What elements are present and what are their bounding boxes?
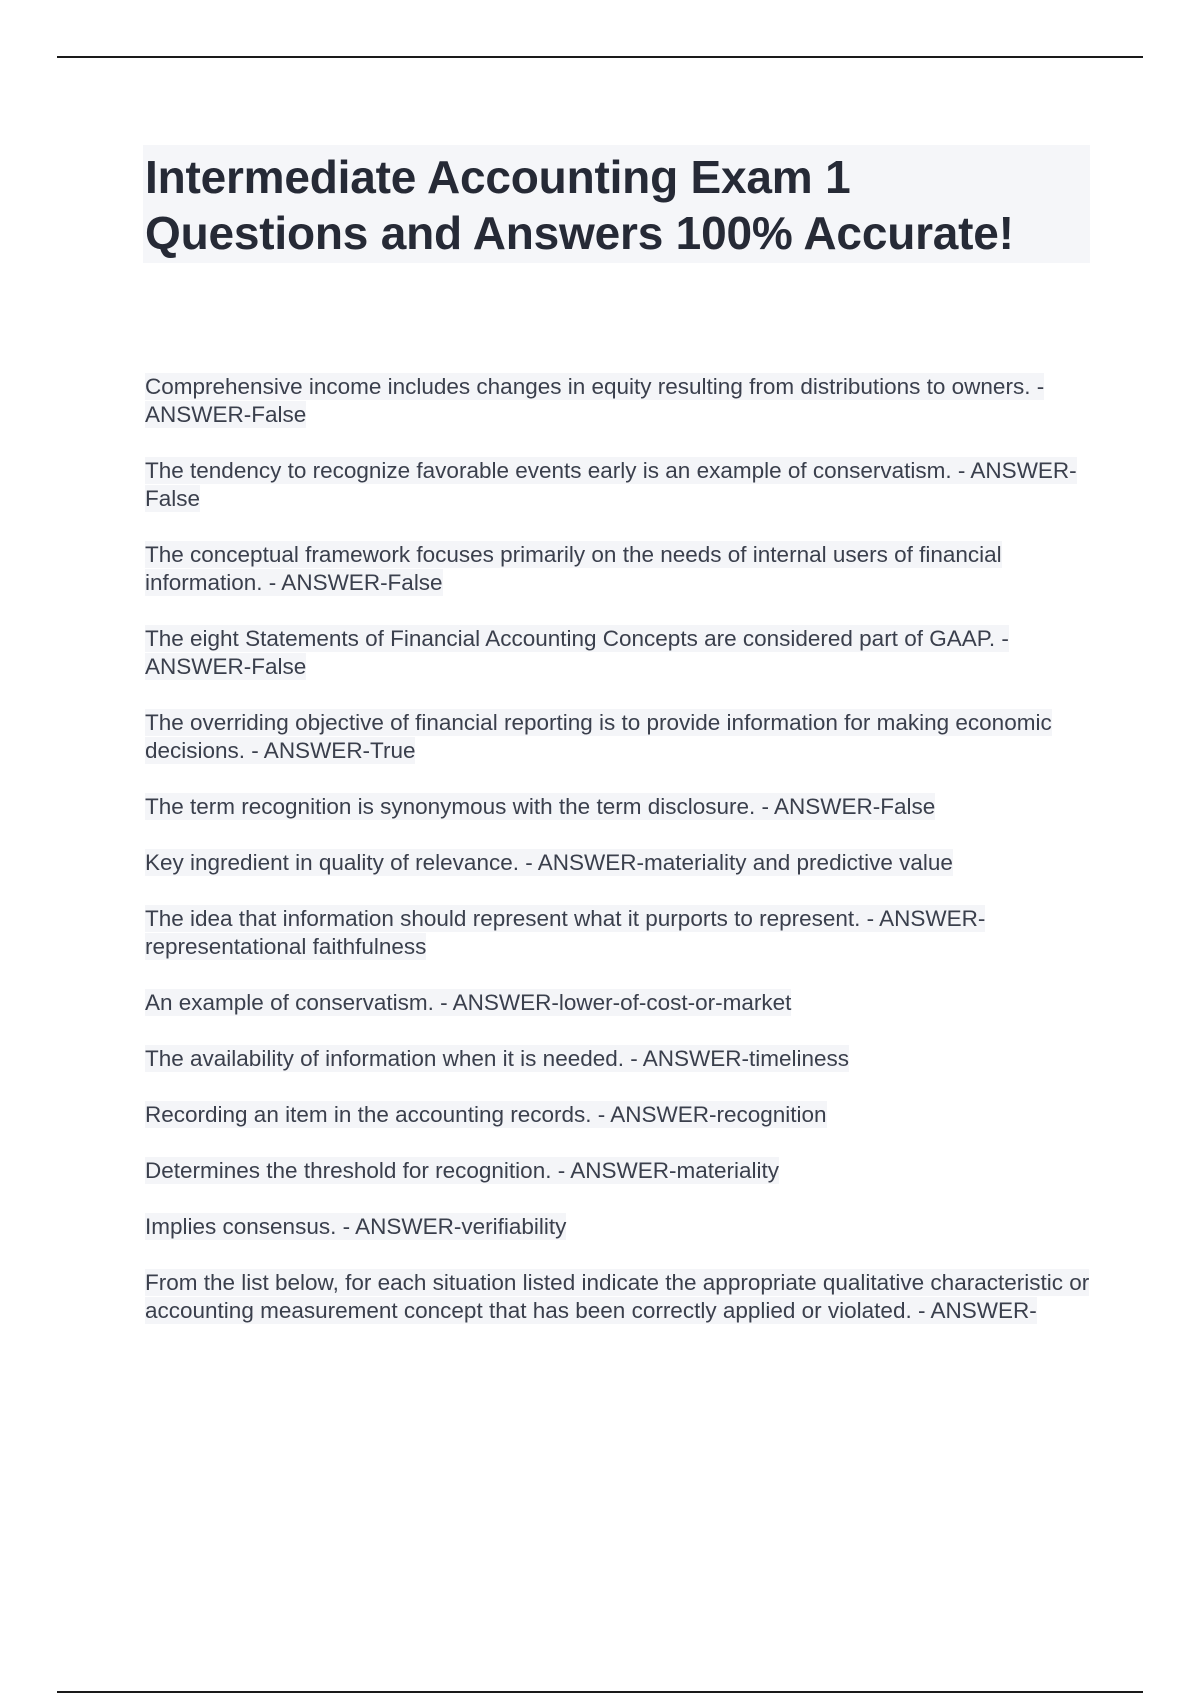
qa-item <box>145 1213 1090 1241</box>
qa-item <box>145 905 1090 961</box>
page-title <box>145 149 1088 261</box>
qa-text: The overriding objective of financial reporting is to provide information for making economic decisions. - ANSWER-True <box>145 710 1052 763</box>
qa-text: The term recognition is synonymous with the term disclosure. - ANSWER-False <box>145 794 936 819</box>
qa-text: The idea that information should represent what it purports to represent. - ANSWER-representational faithfulness <box>145 906 986 959</box>
document-body <box>145 145 1090 1353</box>
qa-list <box>145 373 1090 1325</box>
qa-text: Recording an item in the accounting records. - ANSWER-recognition <box>145 1102 827 1127</box>
bottom-rule <box>57 1691 1143 1693</box>
qa-item <box>145 541 1090 597</box>
qa-item <box>145 457 1090 513</box>
qa-item <box>145 709 1090 765</box>
qa-text: From the list below, for each situation listed indicate the appropriate qualitative characteristic or accounting measurement concept that has been correctly applied or violated. - ANSWER- <box>145 1270 1090 1323</box>
qa-item <box>145 373 1090 429</box>
qa-text: Implies consensus. - ANSWER-verifiability <box>145 1214 567 1239</box>
qa-item <box>145 989 1090 1017</box>
qa-item <box>145 793 1090 821</box>
qa-text: The availability of information when it is needed. - ANSWER-timeliness <box>145 1046 850 1071</box>
qa-item <box>145 1269 1090 1325</box>
qa-text: Determines the threshold for recognition. - ANSWER-materiality <box>145 1158 779 1183</box>
qa-item <box>145 849 1090 877</box>
qa-item <box>145 1101 1090 1129</box>
qa-text: The conceptual framework focuses primarily on the needs of internal users of financial information. - ANSWER-False <box>145 542 1002 595</box>
qa-text: Comprehensive income includes changes in equity resulting from distributions to owners. - ANSWER-False <box>145 374 1045 427</box>
qa-item <box>145 1045 1090 1073</box>
qa-text: The tendency to recognize favorable events early is an example of conservatism. - ANSWER-False <box>145 458 1077 511</box>
title-line-2: Questions and Answers 100% Accurate! <box>145 207 1014 259</box>
qa-text: The eight Statements of Financial Accounting Concepts are considered part of GAAP. - ANSWER-False <box>145 626 1009 679</box>
qa-item <box>145 1157 1090 1185</box>
qa-text: Key ingredient in quality of relevance. - ANSWER-materiality and predictive value <box>145 850 953 875</box>
title-block <box>143 145 1090 263</box>
qa-text: An example of conservatism. - ANSWER-lower-of-cost-or-market <box>145 990 792 1015</box>
title-line-1: Intermediate Accounting Exam 1 <box>145 151 851 203</box>
qa-item <box>145 625 1090 681</box>
top-rule <box>57 56 1143 58</box>
